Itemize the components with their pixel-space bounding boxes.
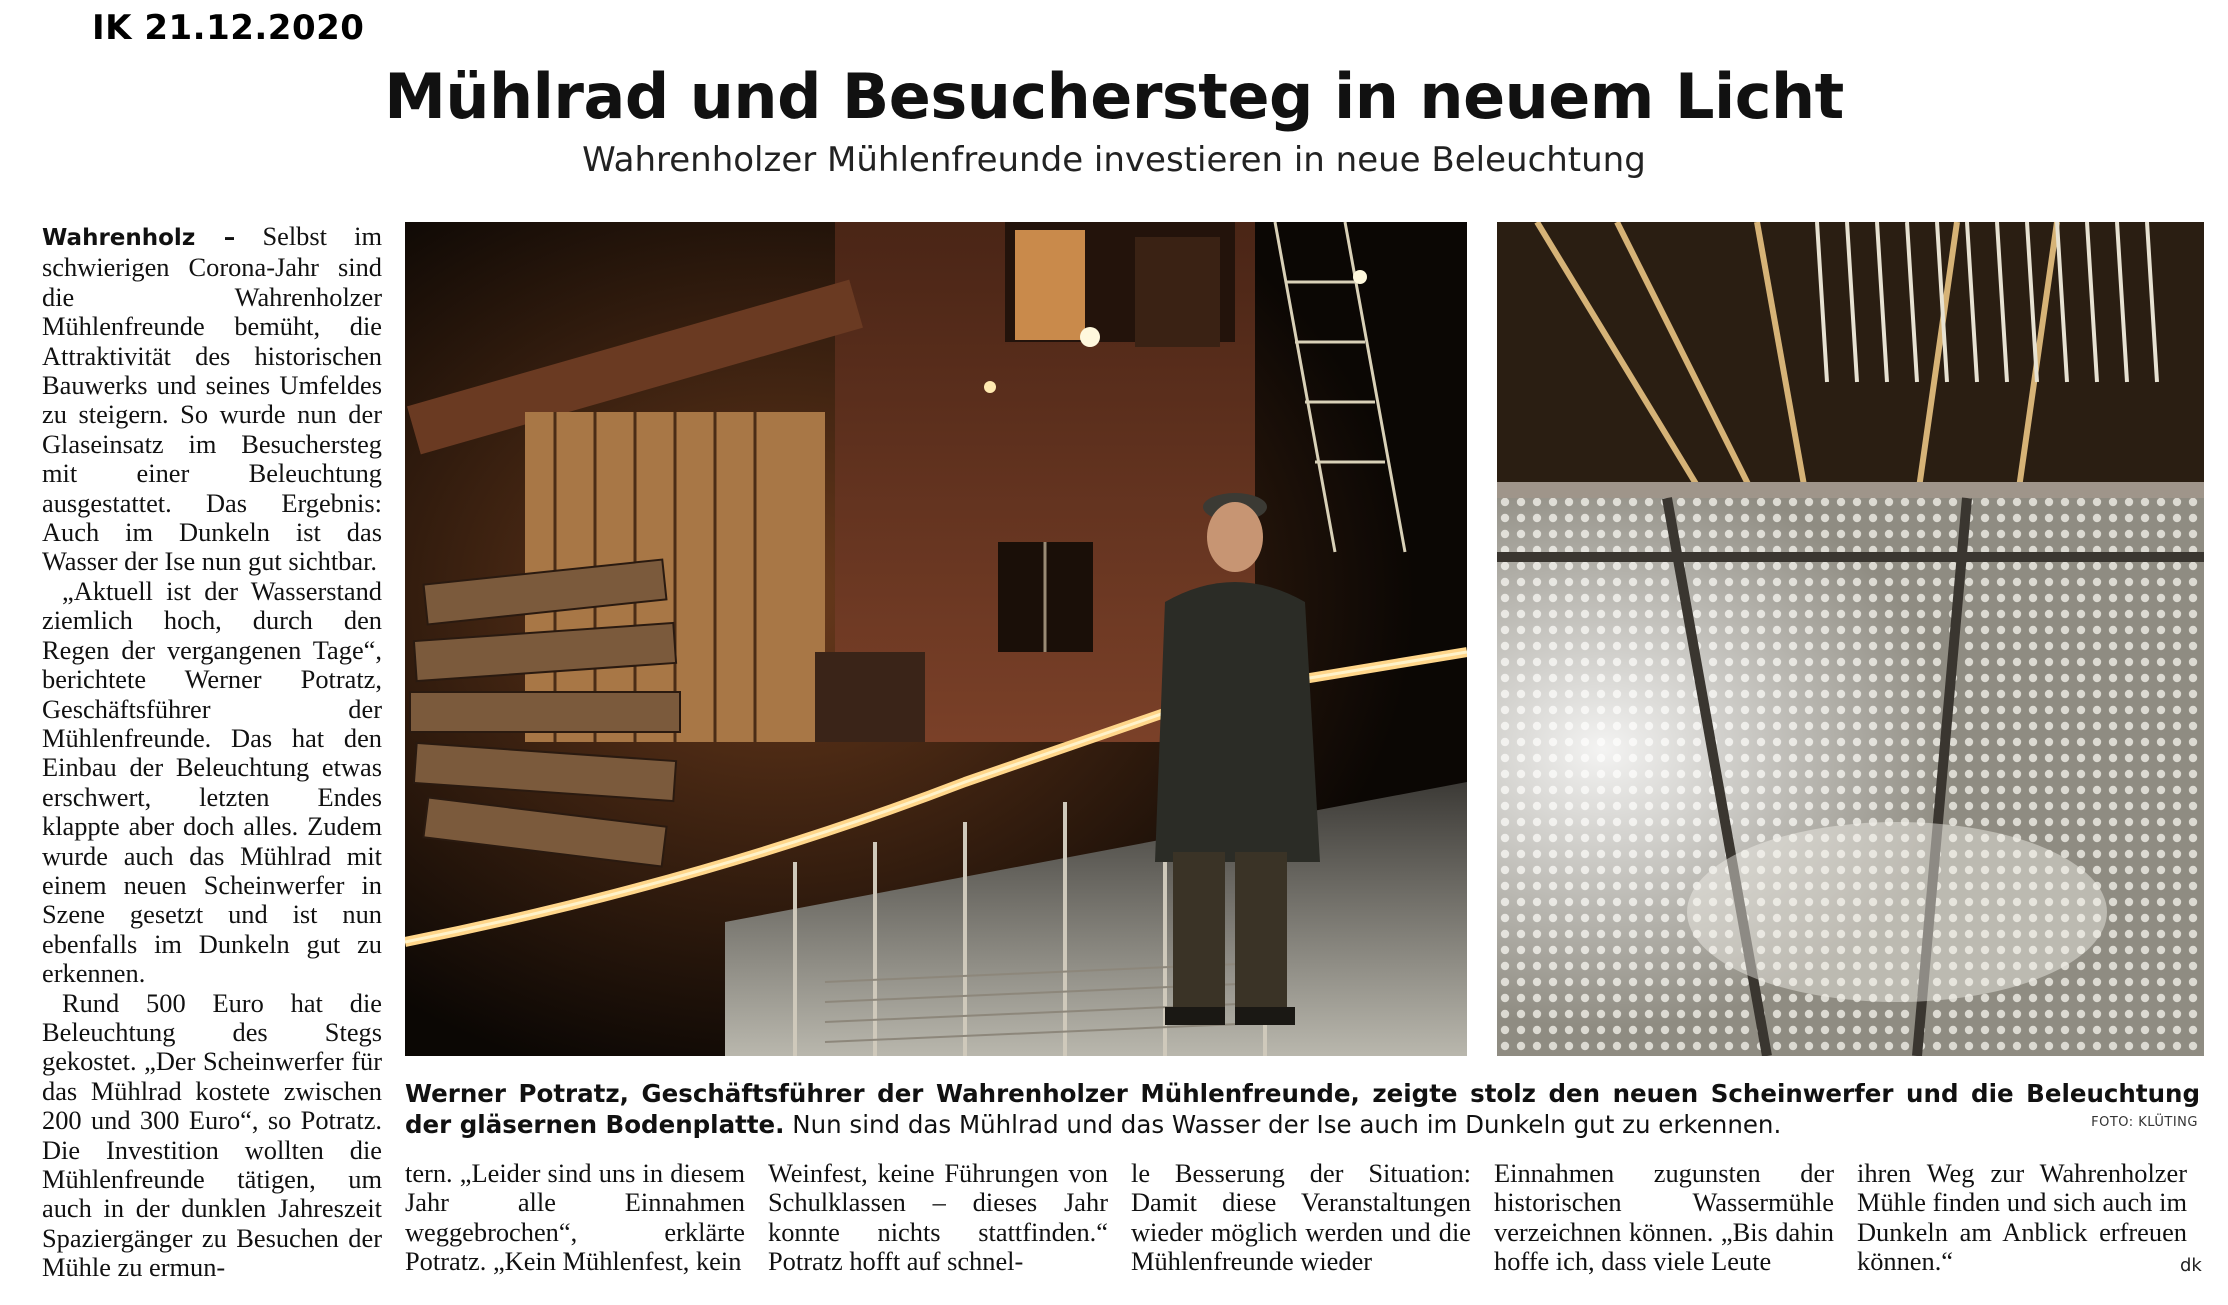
article-column-3: Weinfest, keine Führungen von Schulklassen – dieses Jahr konnte nichts stattfinden.“ Potratz hofft auf schnel- <box>768 1158 1108 1277</box>
photo-caption <box>405 1078 2200 1140</box>
paragraph-2: „Aktuell ist der Wasserstand ziemlich hoch, durch den Regen der vergangenen Tage“, berichtete Werner Potratz, Geschäftsführer der Mühlenfreunde. Das hat den Einbau der Beleuchtung etwas erschwert, letzten Endes klappte aber doch alles. Zudem wurde auch das Mühlrad mit einem neuen Scheinwerfer in Szene gesetzt und ist nun ebenfalls im Dunkeln gut zu erkennen. <box>42 575 382 989</box>
photo-glass-floor-plate <box>1497 222 2204 1056</box>
subheadline: Wahrenholzer Mühlenfreunde investieren in neue Beleuchtung <box>582 140 1646 180</box>
caption-lead: Werner Potratz, Geschäftsführer der Wahrenholzer Mühlenfreunde, zeigte stolz den neuen Scheinwerfer und die Beleuchtung der gläsernen Bodenplatte. <box>405 1079 2200 1139</box>
glass-floor-illustration <box>1497 222 2204 1056</box>
article-column-4: le Besserung der Situation: Damit diese Veranstaltungen wieder möglich werden und die Mühlenfreunde wieder <box>1131 1158 1471 1277</box>
article-column-1 <box>42 222 382 1283</box>
photo-credit: FOTO: KLÜTING <box>2091 1115 2198 1130</box>
headline: Mühlrad und Besuchersteg in neuem Licht <box>384 60 1844 133</box>
location-keyword: Wahrenholz – <box>42 225 236 251</box>
caption-rest: Nun sind das Mühlrad und das Wasser der Ise auch im Dunkeln gut zu erkennen. <box>784 1110 1782 1139</box>
article-column-6: ihren Weg zur Wahrenholzer Mühle finden und sich auch im Dunkeln am Anblick erfreuen können.“ <box>1857 1158 2187 1277</box>
paragraph-1 <box>42 222 382 577</box>
author-signature: dk <box>2180 1255 2202 1276</box>
article-column-5: Einnahmen zugunsten der historischen Wassermühle verzeichnen können. „Bis dahin hoffe ich, dass viele Leute <box>1494 1158 1834 1277</box>
paragraph-1-text: Selbst im schwierigen Corona-Jahr sind die Wahrenholzer Mühlenfreunde bemüht, die Attraktivität des historischen Bauwerks und seines Umfeldes zu steigern. So wurde nun der Glaseinsatz im Besuchersteg mit einer Beleuchtung ausgestattet. Das Ergebnis: Auch im Dunkeln ist das Wasser der Ise nun gut sichtbar. <box>42 221 382 577</box>
article-column-2: tern. „Leider sind uns in diesem Jahr alle Einnahmen weggebrochen“, erklärte Potratz. „Kein Mühlenfest, kein <box>405 1158 745 1277</box>
photo-mill-wheel-night <box>405 222 1467 1056</box>
paragraph-3: Rund 500 Euro hat die Beleuchtung des Stegs gekostet. „Der Scheinwerfer für das Mühlrad kostete zwischen 200 und 300 Euro“, so Potratz. Die Investition wollten die Mühlenfreunde tätigen, um auch in der dunklen Jahreszeit Spaziergänger zu Besuchen der Mühle zu ermun- <box>42 987 382 1283</box>
dateline: IK 21.12.2020 <box>92 8 365 48</box>
mill-wheel-illustration <box>405 222 1467 1056</box>
